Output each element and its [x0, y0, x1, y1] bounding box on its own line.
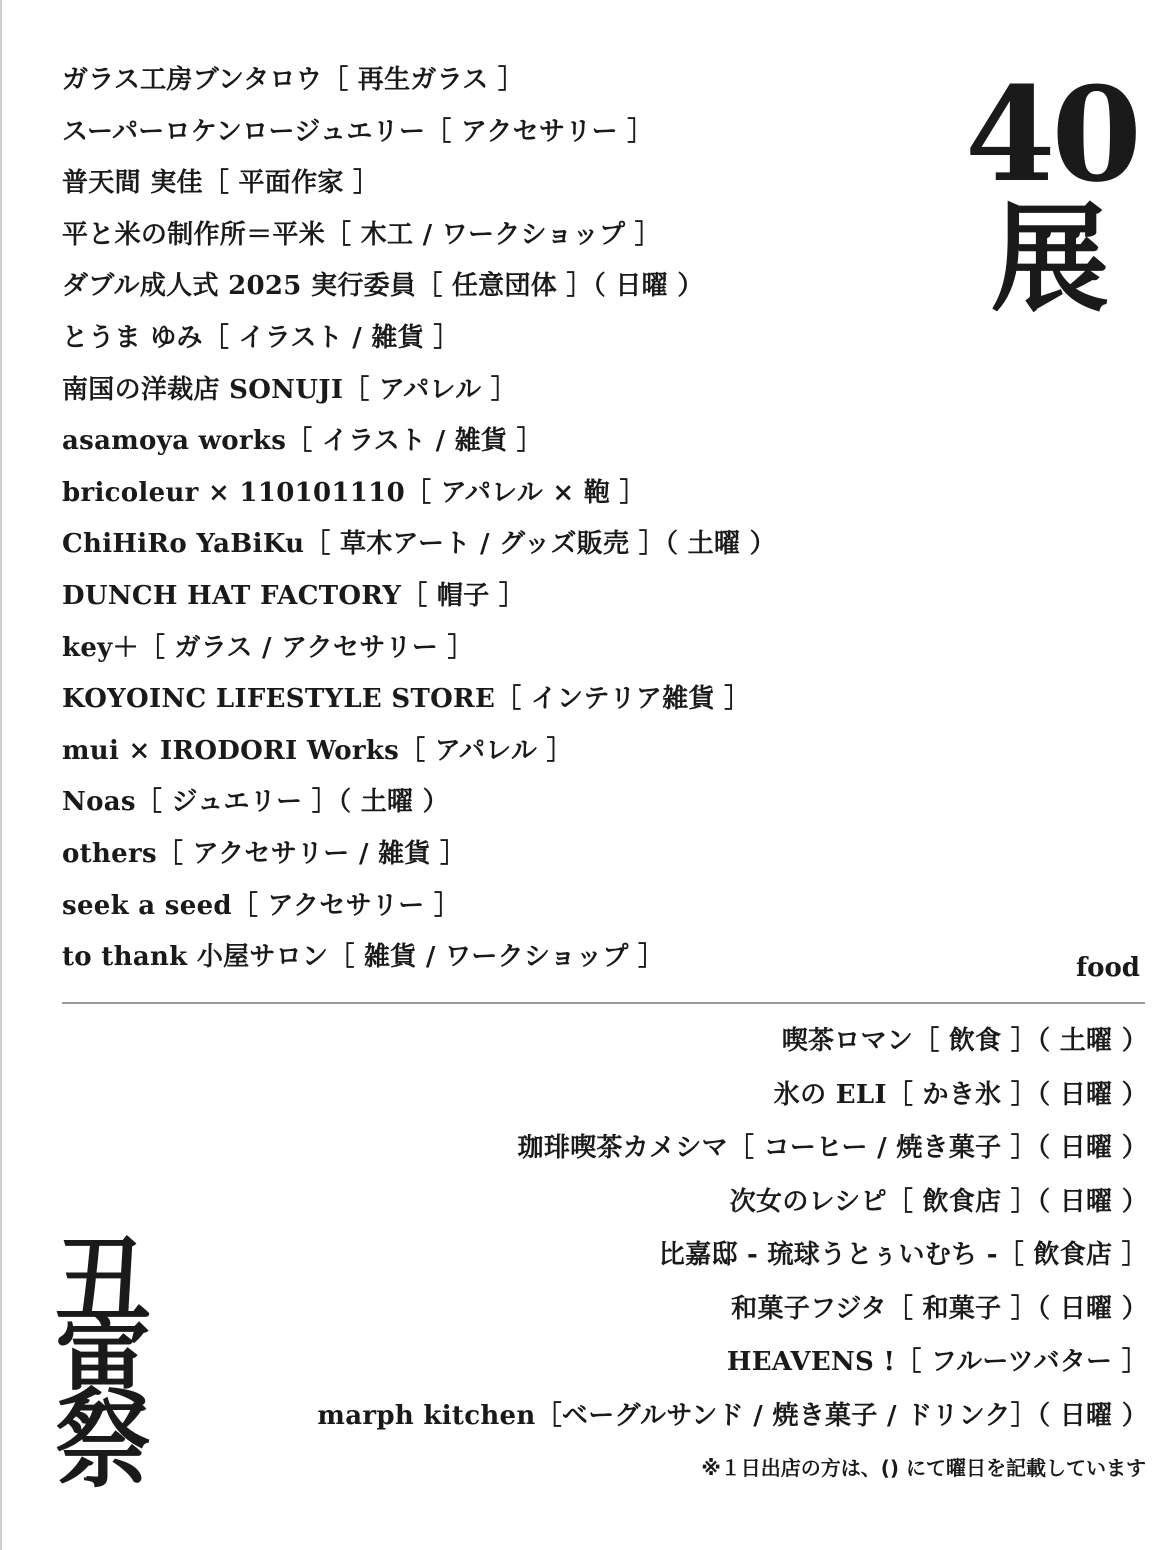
- vendor-item: ダブル成人式 2025 実行委員［ 任意団体 ］（ 日曜 ）: [62, 271, 704, 302]
- brand-number: 40: [965, 58, 1138, 211]
- vendor-item: KOYOINC LIFESTYLE STORE［ インテリア雑貨 ］: [62, 684, 751, 715]
- vendor-item: asamoya works［ イラスト / 雑貨 ］: [62, 426, 543, 457]
- vendor-item: 普天間 実佳［ 平面作家 ］: [62, 168, 380, 199]
- food-item: HEAVENS !［ フルーツバター ］: [726, 1347, 1148, 1377]
- vendor-item: key＋［ ガラス / アクセサリー ］: [62, 632, 474, 663]
- food-item: 珈琲喫茶カメシマ［ コーヒー / 焼き菓子 ］（ 日曜 ）: [517, 1133, 1148, 1163]
- vendor-item: ガラス工房ブンタロウ［ 再生ガラス ］: [62, 65, 525, 95]
- footnote: ※１日出店の方は、() にて曜日を記載しています: [701, 1456, 1146, 1480]
- vendor-item: とうま ゆみ［ イラスト / 雑貨 ］: [62, 322, 460, 353]
- event-title-char: 寅: [55, 1306, 151, 1419]
- page-border: [0, 0, 2, 1550]
- vendor-list: [62, 58, 922, 987]
- food-section-label: food: [1075, 953, 1140, 983]
- food-vendor-list: [248, 1018, 1148, 1446]
- vendor-item: DUNCH HAT FACTORY［ 帽子 ］: [62, 580, 526, 611]
- event-title-char: 祭: [55, 1388, 151, 1501]
- food-item: 比嘉邸 - 琉球うとぅいむち -［ 飲食店 ］: [658, 1240, 1148, 1270]
- vendor-item: Noas［ ジュエリー ］（ 土曜 ）: [62, 787, 449, 818]
- vendor-item: others［ アクセサリー / 雑貨 ］: [62, 838, 467, 869]
- event-title-vertical: [48, 1224, 158, 1501]
- vendor-item: 平と米の制作所＝平米［ 木工 / ワークショップ ］: [62, 219, 661, 250]
- vendor-item: seek a seed［ アクセサリー ］: [62, 890, 461, 921]
- vendor-item: mui × IRODORI Works［ アパレル ］: [62, 735, 573, 766]
- vendor-item: ChiHiRo YaBiKu［ 草木アート / グッズ販売 ］（ 土曜 ）: [62, 529, 776, 560]
- section-divider: [62, 1002, 1145, 1004]
- vendor-item: 南国の洋裁店 SONUJI［ アパレル ］: [62, 374, 518, 405]
- food-item: 喫茶ロマン［ 飲食 ］（ 土曜 ）: [781, 1026, 1148, 1056]
- event-title-char: 丑: [55, 1224, 151, 1337]
- food-item: marph kitchen［ベーグルサンド / 焼き菓子 / ドリンク］（ 日曜 ）: [317, 1400, 1148, 1431]
- food-item: 次女のレシピ［ 飲食店 ］（ 日曜 ）: [729, 1186, 1148, 1217]
- brand-kanji: 展: [990, 189, 1109, 328]
- vendor-item: to thank 小屋サロン［ 雑貨 / ワークショップ ］: [62, 942, 665, 973]
- vendor-item: bricoleur × 110101110［ アパレル × 鞄 ］: [62, 477, 646, 508]
- food-item: 和菓子フジタ［ 和菓子 ］（ 日曜 ）: [731, 1293, 1148, 1324]
- vendor-item: スーパーロケンロージュエリー［ アクセサリー ］: [62, 116, 654, 147]
- food-item: 氷の ELI［ かき氷 ］（ 日曜 ）: [773, 1079, 1148, 1110]
